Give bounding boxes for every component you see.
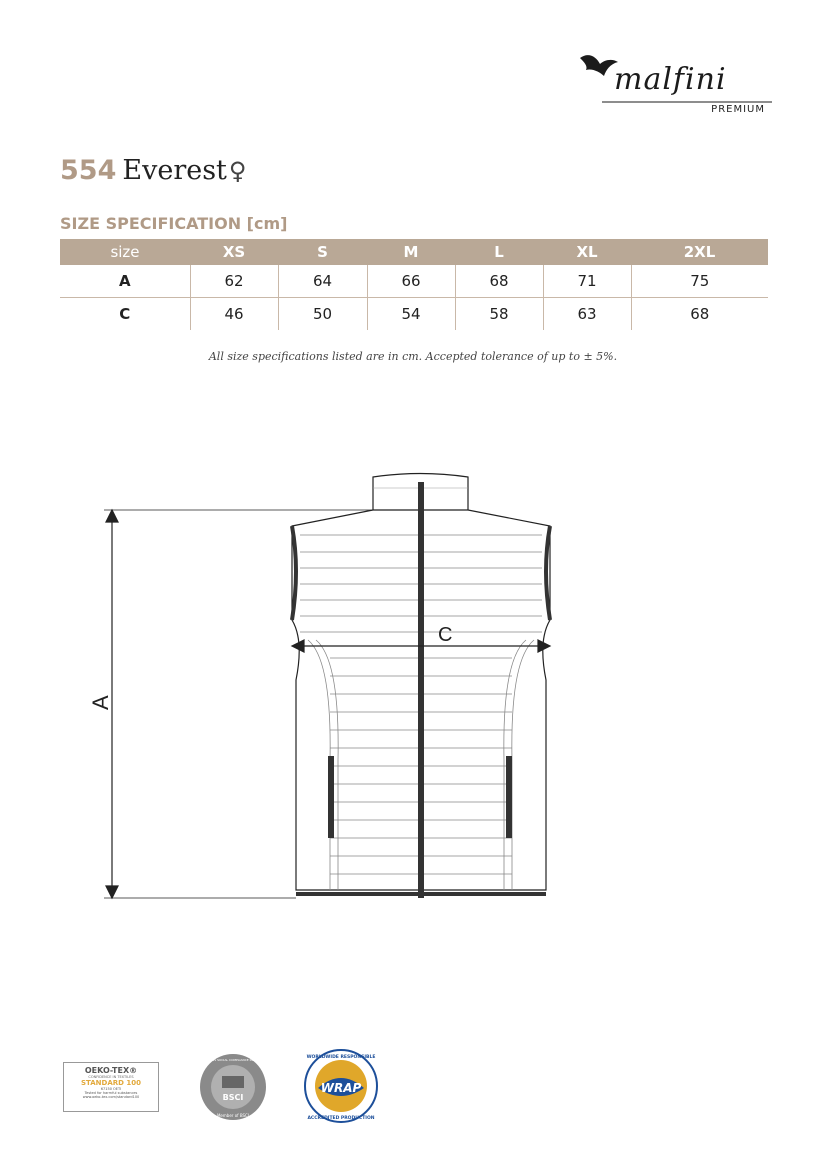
- table-cell: 68: [631, 298, 768, 331]
- label-c: C: [438, 624, 453, 646]
- table-cell: 58: [455, 298, 543, 331]
- label-a: A: [88, 695, 113, 710]
- table-cell: 50: [278, 298, 367, 331]
- size-header: 2XL: [631, 239, 768, 265]
- svg-text:WORLDWIDE RESPONSIBLE: WORLDWIDE RESPONSIBLE: [306, 1055, 376, 1060]
- tolerance-note: All size specifications listed are in cm. Accepted tolerance of up to ± 5%.: [208, 350, 618, 363]
- vest-diagram: [60, 460, 580, 910]
- svg-text:WRAP: WRAP: [320, 1081, 362, 1095]
- table-cell: 54: [367, 298, 455, 331]
- size-header: XL: [543, 239, 631, 265]
- wrap-badge: [302, 1048, 380, 1124]
- section-title: SIZE SPECIFICATION [cm]: [60, 214, 288, 233]
- row-label: C: [119, 305, 131, 323]
- table-row: [60, 298, 768, 331]
- table-cell: 66: [367, 265, 455, 298]
- table-header-label: size: [60, 239, 190, 265]
- zipper: [418, 482, 424, 898]
- row-label: A: [60, 265, 190, 298]
- svg-text:ACCREDITED PRODUCTION: ACCREDITED PRODUCTION: [307, 1116, 375, 1121]
- brand-wordmark: malfini: [614, 62, 727, 97]
- table-cell: 68: [455, 265, 543, 298]
- svg-text:BUSINESS SOCIAL COMPLIANCE INI: BUSINESS SOCIAL COMPLIANCE INITIATIVE: [201, 1058, 265, 1062]
- product-code: 554: [60, 155, 117, 186]
- svg-text:BSCI: BSCI: [222, 1093, 244, 1102]
- pocket-right: [506, 756, 512, 838]
- table-cell: 75: [631, 265, 768, 298]
- page-title: [60, 155, 247, 186]
- size-header: S: [278, 239, 367, 265]
- product-name: Everest: [122, 155, 227, 186]
- table-cell: 62: [190, 265, 278, 298]
- brand-sub: PREMIUM: [711, 104, 765, 115]
- size-header: XS: [190, 239, 278, 265]
- pocket-left: [328, 756, 334, 838]
- brand-logo: [578, 50, 773, 120]
- table-cell: 46: [190, 298, 278, 331]
- size-table: [60, 239, 768, 330]
- female-icon: ♀: [228, 157, 247, 185]
- table-row: [60, 265, 768, 298]
- bsci-badge: [198, 1052, 268, 1122]
- table-header-row: [60, 239, 768, 265]
- table-cell: 64: [278, 265, 367, 298]
- svg-text:Member of BSCI: Member of BSCI: [216, 1113, 250, 1118]
- oeko-tex-badge: OEKO-TEX® CONFIDENCE IN TEXTILES STANDARD 100 67150 OETI Tested for harmful substances www.oeko-tex.com/standard100: [63, 1062, 159, 1112]
- size-header: L: [455, 239, 543, 265]
- size-header: M: [367, 239, 455, 265]
- table-cell: 71: [543, 265, 631, 298]
- table-cell: 63: [543, 298, 631, 331]
